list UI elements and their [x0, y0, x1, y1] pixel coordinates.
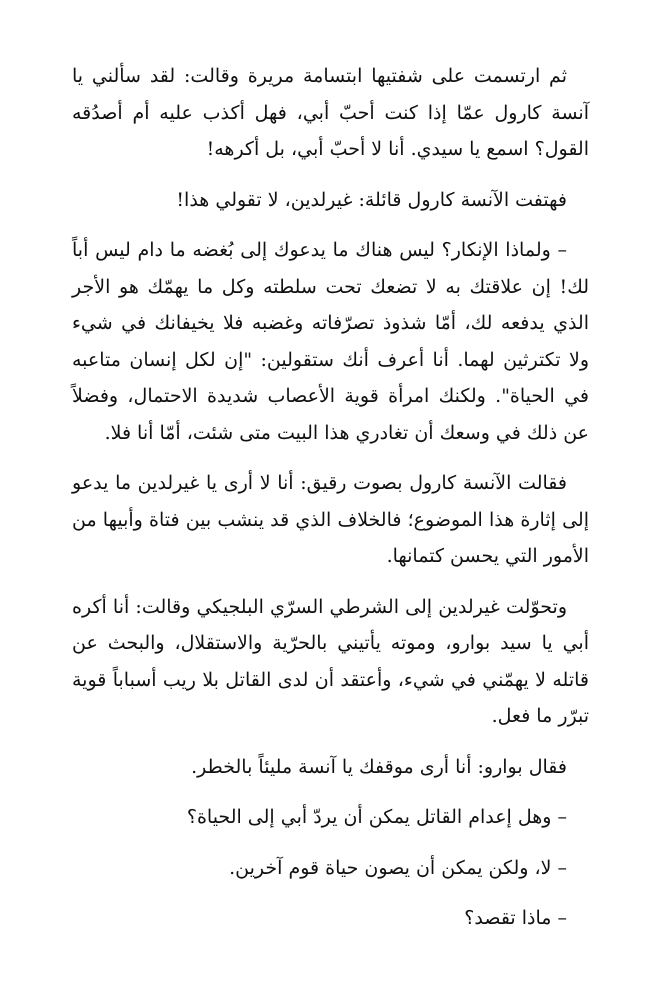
- paragraph-4: فقالت الآنسة كارول بصوت رقيق: أنا لا أرى يا غيرلدين ما يدعو إلى إثارة هذا الموضوع؛ فالخلاف الذي قد ينشب بين فتاة وأبيها من الأمور التي يحسن كتمانها.: [72, 472, 589, 567]
- paragraph-9: – ماذا تقصد؟: [464, 907, 567, 929]
- paragraph-2: فهتفت الآنسة كارول قائلة: غيرلدين، لا تقولي هذا!: [176, 188, 567, 211]
- paragraph-8: – لا، ولكن يمكن أن يصون حياة قوم آخرين.: [229, 856, 567, 879]
- paragraph-6: فقال بوارو: أنا أرى موقفك يا آنسة مليئاً بالخطر.: [191, 755, 567, 778]
- paragraph-1: ثم ارتسمت على شفتيها ابتسامة مريرة وقالت: لقد سألني يا آنسة كارول عمّا إذا كنت أحبّ أبي، فهل أكذب عليه أم أصدُقه القول؟ اسمع يا سيدي. أنا لا أحبّ أبي، بل أكرهه!: [72, 65, 589, 160]
- paragraph-3: – ولماذا الإنكار؟ ليس هناك ما يدعوك إلى بُغضه ما دام ليس أباً لك! إن علاقتك به لا تضعك تحت سلطته وكل ما يهمّك هو الأجر الذي يدفعه لك، أمّا شذوذ تصرّفاته وغضبه فلا يخيفانك في شيء ولا تكترثين لهما. أنا أعرف أنك ستقولين: "إن لكل إنسان متاعبه في الحياة". ولكنك امرأة قوية الأعصاب شديدة الاحتمال، وفضلاً عن ذلك في وسعك أن تغادري هذا البيت متى شئت، أمّا أنا فلا.: [72, 239, 589, 444]
- paragraph-7: – وهل إعدام القاتل يمكن أن يردّ أبي إلى الحياة؟: [186, 806, 567, 828]
- paragraph-5: وتحوّلت غيرلدين إلى الشرطي السرّي البلجيكي وقالت: أنا أكره أبي يا سيد بوارو، وموته يأتيني بالحرّية والاستقلال، والبحث عن قاتله لا يهمّني في شيء، وأعتقد أن لدى القاتل بلا ريب أسباباً قوية تبرّر ما فعل.: [72, 595, 589, 727]
